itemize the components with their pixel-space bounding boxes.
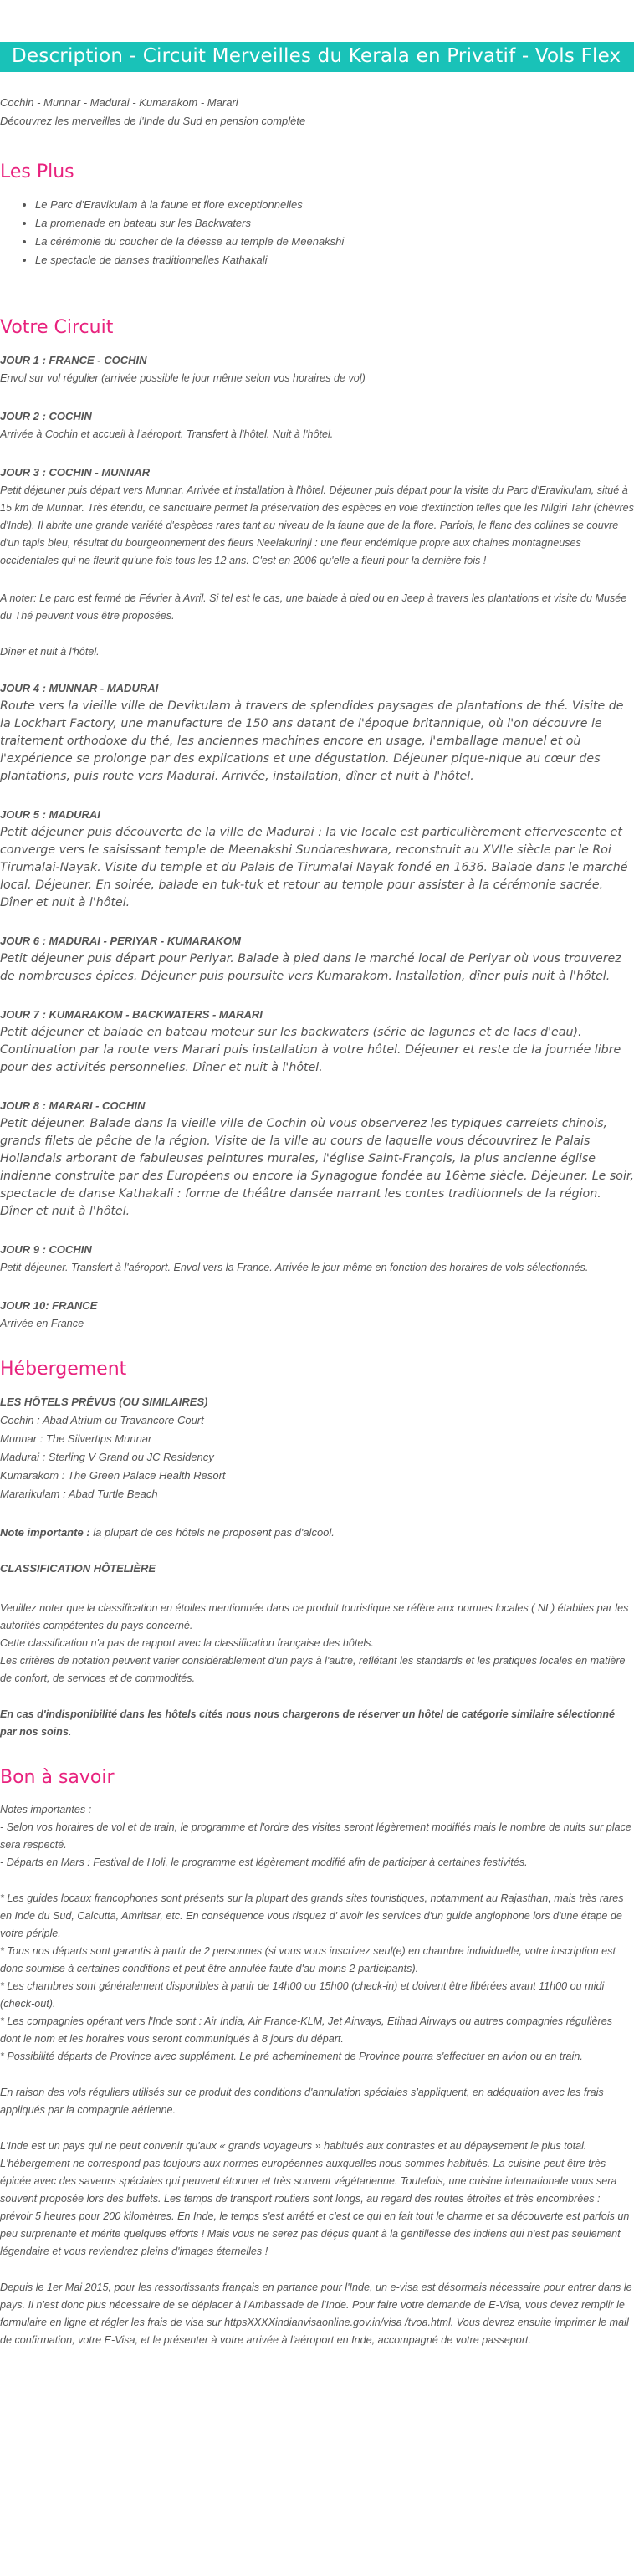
day-title: JOUR 3 : COCHIN - MUNNAR bbox=[0, 466, 151, 479]
visa-text: Depuis le 1er Mai 2015, pour les ressortissants français en partance pour l'Inde, un e-visa est désormais nécessaire pour entrer dans le pays. Il n'est donc plus nécessaire de se déplacer à l'Ambassade de l'Inde. Pour faire votre demande de E-Visa, vous devez remplir le formulaire en ligne et régler les frais de visa sur httpsXXXXindianvisaonline.gov.in/visa /tvoa.html. Vous devrez ensuite imprimer le mail de confirmation, votre E-Visa, et le présenter à votre arrivée à l'aéroport en Inde, accompagné de votre passeport. bbox=[0, 2282, 632, 2346]
day-8 bbox=[0, 1097, 634, 1221]
indisponibilite-note: En cas d'indisponibilité dans les hôtels cités nous nous chargerons de réserver un hôtel de catégorie similaire sélectionné par nos soins. bbox=[0, 1708, 616, 1738]
day-title: JOUR 7 : KUMARAKOM - BACKWATERS - MARARI bbox=[0, 1008, 263, 1021]
classification-text bbox=[0, 1600, 634, 1687]
day-3 bbox=[0, 463, 634, 570]
point-item: * Tous nos départs sont garantis à partir de 2 personnes (si vous vous inscrivez seul(e) en chambre individuelle, votre inscription est donc soumise à certaines conditions et peut être annulée faute d'au moins 2 participants). bbox=[0, 1945, 616, 1974]
note-text: la plupart de ces hôtels ne proposent pas d'alcool. bbox=[93, 1526, 335, 1539]
day-body: Petit déjeuner puis départ vers Munnar. Arrivée et installation à l'hôtel. Déjeuner puis départ pour la visite du Parc d'Eravikulam, situé à 15 km de Munnar. Très étendu, ce sanctuaire permet la préservation des espèces en voie d'extinction telles que les Nilgiri Tahr (chèvres d'Inde). Il abrite une grande variété d'espèces rares tant au niveau de la faune que de la flore. Parfois, le flanc des collines se couvre d'un tapis bleu, résultat du bourgeonnement des fleurs Neelakurinji : une fleur endémique propre aux chaines montagneuses occidentales qui ne fleurit qu'une fois tous les 12 ans. C'est en 2006 qu'elle a fleuri pour la dernière fois ! bbox=[0, 484, 634, 566]
circuit-heading: Votre Circuit bbox=[0, 317, 114, 338]
day-title: JOUR 9 : COCHIN bbox=[0, 1243, 92, 1256]
classification-line: Les critères de notation peuvent varier considérablement d'un pays à l'autre, reflétant les standards et les pratiques locales en matière de confort, de services et de commodités. bbox=[0, 1655, 626, 1684]
classification-line: Veuillez noter que la classification en étoiles mentionnée dans ce produit touristique se réfère aux normes locales ( NL) établies par les autorités compétentes du pays concerné. bbox=[0, 1602, 629, 1631]
day-title: JOUR 2 : COCHIN bbox=[0, 410, 92, 423]
alcohol-note bbox=[0, 1524, 634, 1541]
day-6 bbox=[0, 932, 634, 986]
day-title: JOUR 5 : MADURAI bbox=[0, 808, 100, 821]
point-item: * Les guides locaux francophones sont présents sur la plupart des grands sites touristiques, notamment au Rajasthan, mais très rares en Inde du Sud, Calcutta, Amritsar, etc. En conséquence vous risquez d' avoir les services d'un guide anglophone lors d'une étape de votre périple. bbox=[0, 1892, 624, 1939]
day-4 bbox=[0, 679, 634, 786]
notes-line: - Départs en Mars : Festival de Holi, le programme est légèrement modifié afin de participer à certaines festivités. bbox=[0, 1856, 528, 1868]
day-title: JOUR 10: FRANCE bbox=[0, 1299, 98, 1312]
day-body: Petit déjeuner et balade en bateau moteur sur les backwaters (série de lagunes et de lacs d'eau). Continuation par la route vers Marari puis installation à votre hôtel. Déjeuner et reste de la journée libre pour des activités personnelles. Dîner et nuit à l'hôtel. bbox=[0, 1026, 621, 1074]
les-plus-heading: Les Plus bbox=[0, 161, 74, 182]
day-body: Arrivée en France bbox=[0, 1318, 84, 1329]
day-body: Petit déjeuner puis départ pour Periyar. Balade à pied dans le marché local de Periyar où vous trouverez de nombreuses épices. Déjeuner puis poursuite vers Kumarakom. Installation, dîner puis nuit à l'hôtel. bbox=[0, 952, 621, 983]
hotel-item: Kumarakom : The Green Palace Health Resort bbox=[0, 1469, 226, 1482]
tagline-text: Découvrez les merveilles de l'Inde du Sud en pension complète bbox=[0, 115, 306, 127]
annulation-text: En raison des vols réguliers utilisés sur ce produit des conditions d'annulation spéciales s'appliquent, en adéquation avec les frais appliqués par la compagnie aérienne. bbox=[0, 2087, 604, 2116]
day-title: JOUR 4 : MUNNAR - MADURAI bbox=[0, 682, 159, 694]
classification-line: Cette classification n'a pas de rapport avec la classification française des hôtels. bbox=[0, 1637, 374, 1649]
day-body: Petit-déjeuner. Transfert à l'aéroport. Envol vers la France. Arrivée le jour même en fonction des horaires de vols sélectionnés. bbox=[0, 1262, 589, 1273]
note-label: Note importante : bbox=[0, 1526, 94, 1539]
route-text: Cochin - Munnar - Madurai - Kumarakom - Marari bbox=[0, 96, 238, 109]
day-7 bbox=[0, 1006, 634, 1077]
day-title: JOUR 8 : MARARI - COCHIN bbox=[0, 1099, 146, 1112]
inde-text: L'Inde est un pays qui ne peut convenir qu'aux « grands voyageurs » habitués aux contrastes et au dépaysement le plus total. L'hébergement ne correspond pas toujours aux normes européennes auxquelles nous sommes habitués. La cuisine peut être très épicée avec des saveurs spéciales qui peuvent étonner et très souvent végétarienne. Toutefois, une cuisine internationale vous sera souvent proposée lors des buffets. Les temps de transport routiers sont longs, au regard des routes étroites et très encombrées : prévoir 5 heures pour 200 kilomètres. En Inde, le temps s'est arrêté et c'est ce qui en fait tout le charme et sa découverte est parfois un peu surprenante et mérite quelques efforts ! Mais vous ne serez pas déçus quant à la gentillesse des indiens qui n'est pas seulement légendaire et vous reviendrez pleins d'images éternelles ! bbox=[0, 2140, 630, 2257]
bon-a-savoir-heading: Bon à savoir bbox=[0, 1767, 115, 1788]
list-item: • La cérémonie du coucher de la déesse au temple de Meenakshi bbox=[35, 233, 634, 251]
point-item: * Les compagnies opérant vers l'Inde sont : Air India, Air France-KLM, Jet Airways, Etihad Airways ou autres compagnies régulières dont le nom et les horaires vous seront communiqués à 8 jours du départ. bbox=[0, 2015, 613, 2045]
day-body: Envol sur vol régulier (arrivée possible le jour même selon vos horaires de vol) bbox=[0, 372, 366, 384]
day-title: JOUR 6 : MADURAI - PERIYAR - KUMARAKOM bbox=[0, 935, 241, 947]
notes-line: Notes importantes : bbox=[0, 1804, 92, 1815]
day-body: Arrivée à Cochin et accueil à l'aéroport. Transfert à l'hôtel. Nuit à l'hôtel. bbox=[0, 428, 334, 440]
day-body: Petit déjeuner puis découverte de la ville de Madurai : la vie locale est particulièrement effervescente et converge vers le saisissant temple de Meenakshi Sundareshwara, reconstruit au XVIIe siècle par le Roi Tirumalai-Nayak. Visite du temple et du Palais de Tirumalai Nayak fondé en 1636. Balade dans le marché local. Déjeuner. En soirée, balade en tuk-tuk et retour au temple pour assister à la cérémonie sacrée. Dîner et nuit à l'hôtel. bbox=[0, 826, 628, 909]
day-10 bbox=[0, 1297, 634, 1333]
page-title: Description - Circuit Merveilles du Kerala en Privatif - Vols Flex bbox=[0, 42, 634, 72]
point-item: * Les chambres sont généralement disponibles à partir de 14h00 ou 15h00 (check-in) et doivent être libérées avant 11h00 ou midi (check-out). bbox=[0, 1980, 605, 2010]
notes-line: - Selon vos horaires de vol et de train, le programme et l'ordre des visites seront légèrement modifiés mais le nombre de nuits sur place sera respecté. bbox=[0, 1821, 631, 1851]
list-item: • Le Parc d'Eravikulam à la faune et flore exceptionnelles bbox=[35, 196, 634, 214]
day3-note: A noter: Le parc est fermé de Février à Avril. Si tel est le cas, une balade à pied ou en Jeep à travers les plantations et visite du Musée du Thé peuvent vous être proposées. bbox=[0, 592, 627, 622]
list-item: • La promenade en bateau sur les Backwaters bbox=[35, 214, 634, 233]
hotel-item: Madurai : Sterling V Grand ou JC Residency bbox=[0, 1451, 214, 1463]
notes-importantes bbox=[0, 1801, 634, 1872]
hebergement-heading: Hébergement bbox=[0, 1359, 127, 1380]
classification-title: CLASSIFICATION HÔTELIÈRE bbox=[0, 1562, 156, 1575]
day-body: Petit déjeuner. Balade dans la vieille ville de Cochin où vous observerez les typiques carrelets chinois, grands filets de pêche de la région. Visite de la ville au cours de laquelle vous découvrirez le Palais Hollandais arborant de fabuleuses peintures murales, l'église Saint-François, la plus ancienne église indienne construite par des Européens ou encore la Synagogue fondée au 16ème siècle. Déjeuner. Le soir, spectacle de danse Kathakali : forme de théâtre dansée narrant les contes traditionnels de la région. Dîner et nuit à l'hôtel. bbox=[0, 1117, 634, 1218]
day3-night: Dîner et nuit à l'hôtel. bbox=[0, 646, 100, 658]
list-item: • Le spectacle de danses traditionnelles Kathakali bbox=[35, 251, 634, 269]
les-plus-list bbox=[0, 196, 634, 269]
hotels-title: LES HÔTELS PRÉVUS (OU SIMILAIRES) bbox=[0, 1396, 208, 1408]
hotel-item: Cochin : Abad Atrium ou Travancore Court bbox=[0, 1414, 204, 1426]
day-body: Route vers la vieille ville de Devikulam à travers de splendides paysages de plantations de thé. Visite de la Lockhart Factory, une manufacture de 150 ans datant de l'époque britannique, où l'on découvre le traitement orthodoxe du thé, les anciennes machines encore en usage, l'emballage manuel et où l'expérience se prolonge par des explications et une dégustation. Déjeuner pique-nique au cœur des plantations, puis route vers Madurai. Arrivée, installation, dîner et nuit à l'hôtel. bbox=[0, 699, 624, 783]
day-title: JOUR 1 : FRANCE - COCHIN bbox=[0, 354, 147, 366]
intro bbox=[0, 94, 634, 131]
points-list bbox=[0, 1890, 634, 2066]
day-2 bbox=[0, 407, 634, 443]
day-1 bbox=[0, 351, 634, 387]
day-5 bbox=[0, 806, 634, 912]
content bbox=[0, 94, 634, 2349]
hotel-item: Munnar : The Silvertips Munnar bbox=[0, 1432, 152, 1445]
hotel-item: Mararikulam : Abad Turtle Beach bbox=[0, 1488, 158, 1500]
day-9 bbox=[0, 1241, 634, 1277]
point-item: * Possibilité départs de Province avec supplément. Le pré acheminement de Province pourra s'effectuer en avion ou en train. bbox=[0, 2051, 583, 2062]
hotels-list bbox=[0, 1393, 634, 1503]
